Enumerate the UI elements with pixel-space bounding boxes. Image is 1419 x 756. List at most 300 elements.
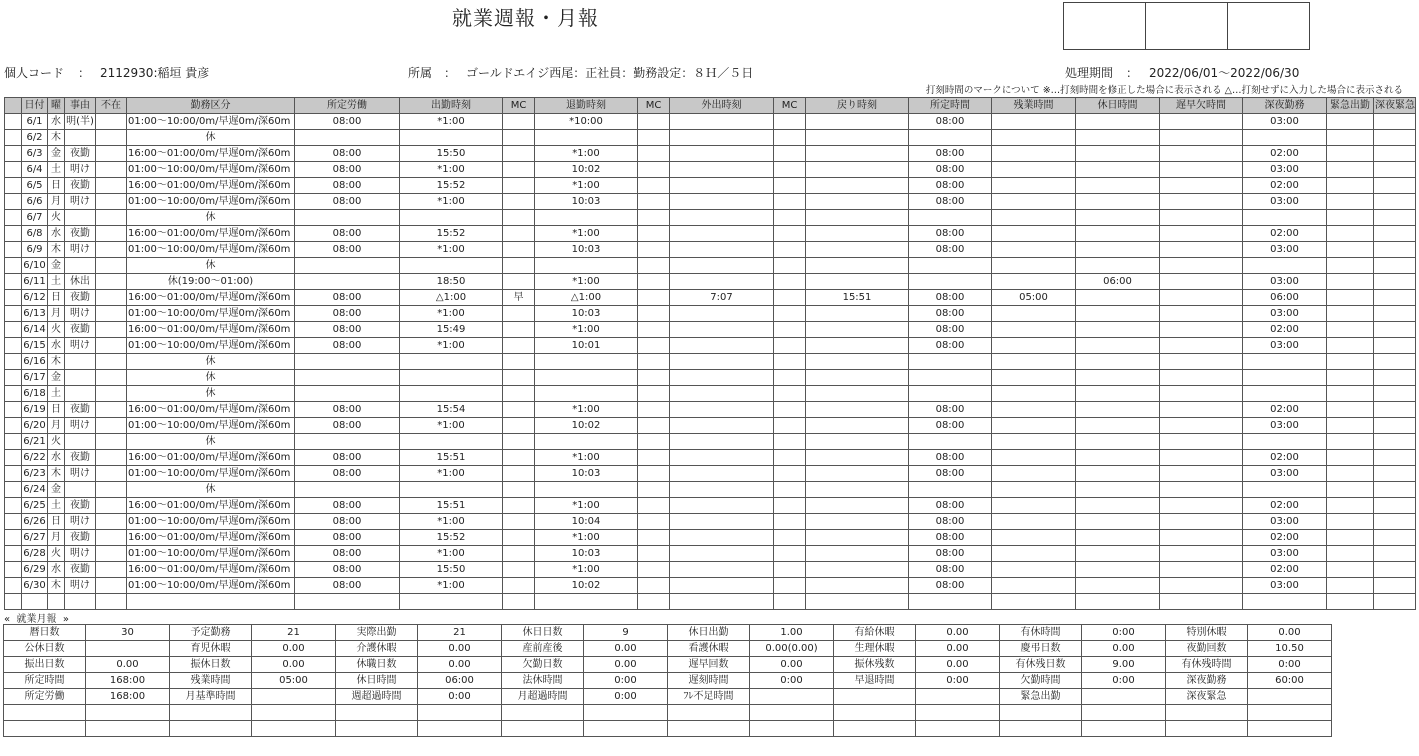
table-cell xyxy=(806,162,909,178)
table-cell xyxy=(992,562,1076,578)
table-cell xyxy=(503,258,535,274)
table-cell xyxy=(1160,514,1243,530)
summary-value xyxy=(1248,721,1332,737)
table-cell: 6/9 xyxy=(22,242,48,258)
table-row xyxy=(5,242,1416,258)
table-cell: 03:00 xyxy=(1243,418,1327,434)
table-cell xyxy=(1160,226,1243,242)
summary-value: 168:00 xyxy=(86,689,170,705)
table-cell: 03:00 xyxy=(1243,546,1327,562)
table-cell xyxy=(1243,354,1327,370)
table-cell xyxy=(1327,418,1374,434)
table-cell: 01:00～10:00/0m/早遅0m/深60m xyxy=(127,242,295,258)
table-cell xyxy=(1327,354,1374,370)
summary-label xyxy=(502,705,584,721)
table-cell xyxy=(295,354,400,370)
table-cell xyxy=(1327,402,1374,418)
table-cell: 水 xyxy=(48,450,65,466)
table-cell: 01:00～10:00/0m/早遅0m/深60m xyxy=(127,514,295,530)
table-cell: 夜勤 xyxy=(65,146,96,162)
table-cell xyxy=(1374,178,1416,194)
column-header: 曜 xyxy=(48,98,65,114)
table-row xyxy=(5,114,1416,130)
table-cell: 6/30 xyxy=(22,578,48,594)
table-cell: 10:02 xyxy=(535,578,638,594)
table-cell xyxy=(1327,450,1374,466)
summary-value xyxy=(750,689,834,705)
table-cell: 15:49 xyxy=(400,322,503,338)
table-cell xyxy=(295,258,400,274)
table-cell xyxy=(1327,242,1374,258)
table-cell xyxy=(1243,258,1327,274)
table-cell xyxy=(774,162,806,178)
table-cell: 6/27 xyxy=(22,530,48,546)
table-cell xyxy=(1327,482,1374,498)
table-cell xyxy=(806,242,909,258)
table-cell xyxy=(535,434,638,450)
summary-label: 深夜勤務 xyxy=(1166,673,1248,689)
table-cell: 月 xyxy=(48,418,65,434)
summary-value xyxy=(86,705,170,721)
table-cell: 08:00 xyxy=(295,578,400,594)
table-cell: 08:00 xyxy=(909,578,992,594)
summary-value xyxy=(584,721,668,737)
table-cell xyxy=(65,130,96,146)
summary-label: 遅刻時間 xyxy=(668,673,750,689)
table-cell xyxy=(1327,562,1374,578)
table-cell xyxy=(774,290,806,306)
table-cell xyxy=(670,242,774,258)
table-cell: *1:00 xyxy=(400,578,503,594)
table-cell xyxy=(503,210,535,226)
summary-value xyxy=(86,721,170,737)
summary-label: ﾌﾚ不足時間 xyxy=(668,689,750,705)
table-cell: 08:00 xyxy=(295,146,400,162)
table-cell: 16:00～01:00/0m/早遅0m/深60m xyxy=(127,290,295,306)
summary-label: 有休残時間 xyxy=(1166,657,1248,673)
table-cell xyxy=(503,578,535,594)
table-cell xyxy=(806,322,909,338)
table-cell xyxy=(503,450,535,466)
table-cell xyxy=(774,338,806,354)
table-cell xyxy=(670,130,774,146)
table-cell: 夜勤 xyxy=(65,450,96,466)
table-row xyxy=(5,274,1416,290)
summary-value: 0.00 xyxy=(916,657,1000,673)
table-cell: 15:52 xyxy=(400,226,503,242)
column-header: 退勤時刻 xyxy=(535,98,638,114)
table-cell: 休 xyxy=(127,482,295,498)
table-row xyxy=(5,210,1416,226)
table-row xyxy=(5,386,1416,402)
table-cell: 01:00～10:00/0m/早遅0m/深60m xyxy=(127,194,295,210)
table-cell xyxy=(638,146,670,162)
row-margin-cell xyxy=(5,546,22,562)
table-cell: 休(19:00～01:00) xyxy=(127,274,295,290)
table-cell xyxy=(774,146,806,162)
table-cell: 08:00 xyxy=(909,290,992,306)
table-row xyxy=(5,306,1416,322)
table-cell xyxy=(535,370,638,386)
table-cell xyxy=(96,594,127,610)
table-cell xyxy=(1374,258,1416,274)
table-cell xyxy=(1160,258,1243,274)
table-cell xyxy=(503,162,535,178)
table-cell: 03:00 xyxy=(1243,242,1327,258)
table-cell xyxy=(1243,130,1327,146)
table-cell xyxy=(1160,274,1243,290)
summary-label: 公休日数 xyxy=(4,641,86,657)
table-cell xyxy=(638,386,670,402)
table-cell xyxy=(1374,546,1416,562)
table-cell: 08:00 xyxy=(909,162,992,178)
table-cell xyxy=(670,306,774,322)
table-cell: 08:00 xyxy=(909,418,992,434)
summary-label xyxy=(336,721,418,737)
summary-value xyxy=(1248,689,1332,705)
table-cell xyxy=(65,370,96,386)
table-cell: 夜勤 xyxy=(65,498,96,514)
table-cell: 10:02 xyxy=(535,162,638,178)
table-cell xyxy=(96,322,127,338)
table-cell: 08:00 xyxy=(909,306,992,322)
table-cell xyxy=(992,114,1076,130)
table-cell xyxy=(909,370,992,386)
table-cell: 03:00 xyxy=(1243,194,1327,210)
table-cell xyxy=(400,594,503,610)
table-cell: 08:00 xyxy=(295,466,400,482)
table-cell xyxy=(96,178,127,194)
table-cell xyxy=(670,194,774,210)
column-header: 休日時間 xyxy=(1076,98,1160,114)
column-header: 深夜緊急 xyxy=(1374,98,1416,114)
table-cell xyxy=(774,498,806,514)
table-cell xyxy=(806,562,909,578)
table-cell xyxy=(670,114,774,130)
table-cell xyxy=(1076,370,1160,386)
summary-label xyxy=(1166,705,1248,721)
table-cell xyxy=(774,562,806,578)
table-cell xyxy=(65,258,96,274)
table-cell xyxy=(96,482,127,498)
table-cell xyxy=(806,178,909,194)
table-cell xyxy=(774,546,806,562)
table-cell xyxy=(400,370,503,386)
summary-label: 振休日数 xyxy=(170,657,252,673)
summary-value: 0:00 xyxy=(1248,657,1332,673)
table-cell: 01:00～10:00/0m/早遅0m/深60m xyxy=(127,578,295,594)
table-cell xyxy=(400,258,503,274)
table-cell: 16:00～01:00/0m/早遅0m/深60m xyxy=(127,530,295,546)
table-cell xyxy=(806,210,909,226)
summary-value: 21 xyxy=(252,625,336,641)
table-cell xyxy=(992,322,1076,338)
table-cell xyxy=(1374,290,1416,306)
table-cell: 03:00 xyxy=(1243,578,1327,594)
table-cell xyxy=(1076,434,1160,450)
table-cell: *1:00 xyxy=(400,114,503,130)
table-cell: 月 xyxy=(48,530,65,546)
table-cell xyxy=(1327,370,1374,386)
table-cell xyxy=(535,482,638,498)
row-margin-cell xyxy=(5,466,22,482)
column-header: 出勤時刻 xyxy=(400,98,503,114)
table-cell: 水 xyxy=(48,226,65,242)
table-cell: 02:00 xyxy=(1243,226,1327,242)
row-margin-cell xyxy=(5,130,22,146)
table-cell xyxy=(1374,562,1416,578)
table-cell xyxy=(65,354,96,370)
table-cell xyxy=(295,370,400,386)
table-cell xyxy=(1076,530,1160,546)
table-cell xyxy=(638,290,670,306)
attendance-table xyxy=(4,97,1416,610)
table-cell: 08:00 xyxy=(909,402,992,418)
table-cell: 休 xyxy=(127,258,295,274)
table-cell xyxy=(806,114,909,130)
table-cell xyxy=(503,242,535,258)
summary-row xyxy=(4,721,1332,737)
table-cell xyxy=(638,178,670,194)
table-row xyxy=(5,434,1416,450)
table-cell: 08:00 xyxy=(909,562,992,578)
table-cell: 明け xyxy=(65,514,96,530)
table-cell: 明け xyxy=(65,578,96,594)
table-cell: 7:07 xyxy=(670,290,774,306)
summary-label xyxy=(1166,721,1248,737)
table-cell xyxy=(1327,466,1374,482)
table-cell xyxy=(1076,258,1160,274)
table-cell xyxy=(638,546,670,562)
table-cell xyxy=(1374,242,1416,258)
table-cell xyxy=(806,466,909,482)
table-row xyxy=(5,466,1416,482)
table-cell: 01:00～10:00/0m/早遅0m/深60m xyxy=(127,418,295,434)
summary-value xyxy=(1082,705,1166,721)
row-margin-cell xyxy=(5,402,22,418)
table-cell xyxy=(503,466,535,482)
table-cell: 早 xyxy=(503,290,535,306)
table-cell xyxy=(1076,578,1160,594)
table-cell xyxy=(774,418,806,434)
table-cell xyxy=(295,594,400,610)
table-cell xyxy=(992,130,1076,146)
table-cell: 6/17 xyxy=(22,370,48,386)
summary-label: 慶弔日数 xyxy=(1000,641,1082,657)
table-cell xyxy=(503,226,535,242)
table-cell xyxy=(909,354,992,370)
table-cell xyxy=(806,258,909,274)
table-cell xyxy=(1327,258,1374,274)
summary-label xyxy=(1000,705,1082,721)
summary-value xyxy=(86,641,170,657)
table-cell: 夜勤 xyxy=(65,226,96,242)
table-cell: 03:00 xyxy=(1243,162,1327,178)
table-cell xyxy=(806,578,909,594)
table-cell xyxy=(96,338,127,354)
table-cell xyxy=(1076,418,1160,434)
table-cell: 日 xyxy=(48,402,65,418)
row-margin-cell xyxy=(5,370,22,386)
table-cell: 火 xyxy=(48,322,65,338)
table-cell xyxy=(535,386,638,402)
row-margin-cell xyxy=(5,258,22,274)
table-cell xyxy=(774,370,806,386)
table-row xyxy=(5,498,1416,514)
table-cell xyxy=(535,258,638,274)
summary-label: 振出日数 xyxy=(4,657,86,673)
table-cell: 6/5 xyxy=(22,178,48,194)
table-cell xyxy=(1160,338,1243,354)
table-cell xyxy=(1374,338,1416,354)
table-cell: 6/14 xyxy=(22,322,48,338)
table-cell xyxy=(1160,194,1243,210)
table-row xyxy=(5,130,1416,146)
table-cell xyxy=(96,114,127,130)
table-cell: 休 xyxy=(127,386,295,402)
summary-label xyxy=(668,721,750,737)
summary-value: 06:00 xyxy=(418,673,502,689)
summary-label xyxy=(668,705,750,721)
summary-value: 0:00 xyxy=(584,689,668,705)
table-cell xyxy=(670,386,774,402)
table-cell xyxy=(806,546,909,562)
table-cell xyxy=(1327,306,1374,322)
table-cell xyxy=(1374,210,1416,226)
row-margin-cell xyxy=(5,450,22,466)
table-cell: 08:00 xyxy=(295,114,400,130)
table-cell xyxy=(1243,434,1327,450)
summary-value xyxy=(1248,705,1332,721)
table-cell: 6/1 xyxy=(22,114,48,130)
row-margin-cell xyxy=(5,578,22,594)
table-cell: 火 xyxy=(48,434,65,450)
table-cell xyxy=(400,482,503,498)
summary-label: 緊急出勤 xyxy=(1000,689,1082,705)
table-cell xyxy=(65,594,96,610)
summary-label xyxy=(1000,721,1082,737)
dept-colon: ： xyxy=(444,66,457,80)
row-margin-cell xyxy=(5,530,22,546)
table-cell xyxy=(670,370,774,386)
table-cell: 02:00 xyxy=(1243,450,1327,466)
table-row xyxy=(5,546,1416,562)
table-cell xyxy=(670,322,774,338)
table-cell: 6/7 xyxy=(22,210,48,226)
table-cell xyxy=(1160,146,1243,162)
table-cell xyxy=(1374,322,1416,338)
table-cell: 明(半) xyxy=(65,114,96,130)
table-cell xyxy=(503,434,535,450)
row-margin-cell xyxy=(5,322,22,338)
table-cell xyxy=(1076,130,1160,146)
table-cell xyxy=(909,130,992,146)
summary-label: 欠勤日数 xyxy=(502,657,584,673)
table-cell xyxy=(1160,594,1243,610)
table-cell: 08:00 xyxy=(295,498,400,514)
table-cell xyxy=(638,306,670,322)
table-row xyxy=(5,594,1416,610)
table-cell xyxy=(638,466,670,482)
table-cell xyxy=(503,178,535,194)
summary-value: 0:00 xyxy=(1082,625,1166,641)
summary-row xyxy=(4,673,1332,689)
column-header: 深夜勤務 xyxy=(1243,98,1327,114)
table-cell xyxy=(503,354,535,370)
table-cell: 6/23 xyxy=(22,466,48,482)
table-cell: *1:00 xyxy=(535,274,638,290)
table-cell: 16:00～01:00/0m/早遅0m/深60m xyxy=(127,146,295,162)
summary-label: 所定時間 xyxy=(4,673,86,689)
table-cell xyxy=(96,290,127,306)
table-cell xyxy=(535,130,638,146)
code-colon: ： xyxy=(78,66,91,80)
table-cell xyxy=(638,402,670,418)
table-cell: 6/13 xyxy=(22,306,48,322)
table-cell xyxy=(1374,386,1416,402)
table-cell xyxy=(806,338,909,354)
table-cell: 休 xyxy=(127,210,295,226)
table-row xyxy=(5,258,1416,274)
table-cell xyxy=(806,482,909,498)
summary-value xyxy=(252,689,336,705)
table-cell: 木 xyxy=(48,466,65,482)
table-cell: 01:00～10:00/0m/早遅0m/深60m xyxy=(127,114,295,130)
table-cell xyxy=(774,306,806,322)
table-cell: 01:00～10:00/0m/早遅0m/深60m xyxy=(127,338,295,354)
page-title: 就業週報・月報 xyxy=(452,6,599,30)
table-cell: 16:00～01:00/0m/早遅0m/深60m xyxy=(127,450,295,466)
summary-label: 休日時間 xyxy=(336,673,418,689)
table-cell xyxy=(503,482,535,498)
table-cell xyxy=(1327,162,1374,178)
summary-label: 深夜緊急 xyxy=(1166,689,1248,705)
summary-value xyxy=(916,705,1000,721)
table-cell: 02:00 xyxy=(1243,322,1327,338)
table-cell: 6/12 xyxy=(22,290,48,306)
table-cell: 6/4 xyxy=(22,162,48,178)
table-cell xyxy=(96,370,127,386)
table-cell xyxy=(1076,498,1160,514)
table-cell: 08:00 xyxy=(295,178,400,194)
table-cell xyxy=(1327,226,1374,242)
table-cell: 6/25 xyxy=(22,498,48,514)
table-cell xyxy=(638,594,670,610)
table-cell: 15:50 xyxy=(400,146,503,162)
table-cell: 土 xyxy=(48,498,65,514)
table-cell xyxy=(638,258,670,274)
table-cell: 08:00 xyxy=(909,146,992,162)
table-cell: 休 xyxy=(127,130,295,146)
table-cell xyxy=(638,562,670,578)
table-cell xyxy=(992,242,1076,258)
summary-value xyxy=(750,705,834,721)
table-cell xyxy=(1076,338,1160,354)
summary-label: 生理休暇 xyxy=(834,641,916,657)
table-cell: 08:00 xyxy=(909,226,992,242)
table-cell xyxy=(503,130,535,146)
summary-value: 1.00 xyxy=(750,625,834,641)
summary-value xyxy=(1082,689,1166,705)
table-cell xyxy=(806,226,909,242)
table-cell: 01:00～10:00/0m/早遅0m/深60m xyxy=(127,306,295,322)
summary-value: 0.00 xyxy=(418,641,502,657)
table-cell xyxy=(96,306,127,322)
table-cell xyxy=(503,194,535,210)
summary-label: 所定労働 xyxy=(4,689,86,705)
summary-value: 0:00 xyxy=(1082,673,1166,689)
table-cell xyxy=(400,354,503,370)
